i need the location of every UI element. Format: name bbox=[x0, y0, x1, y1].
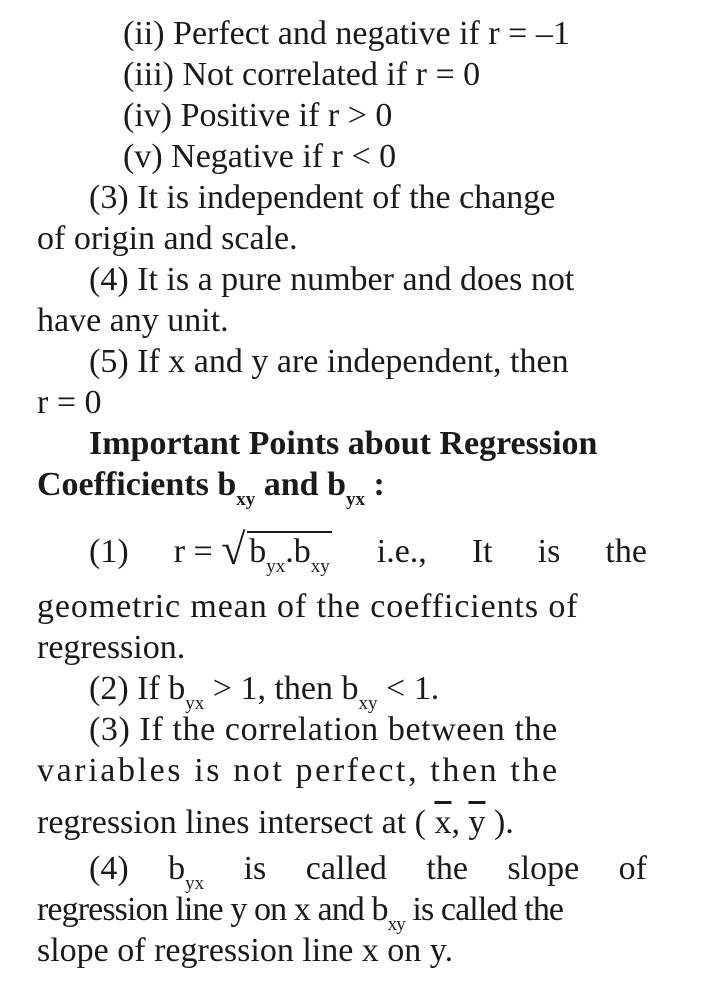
text-line: (4) It is a pure number and does not bbox=[89, 261, 575, 298]
formula bbox=[168, 849, 205, 894]
text: is called the bbox=[404, 891, 564, 928]
radical-icon: √ bbox=[221, 525, 246, 574]
text: ). bbox=[485, 804, 514, 841]
word: It bbox=[471, 533, 493, 570]
text-line: (iv) Positive if r > 0 bbox=[123, 97, 393, 134]
point4-line1 bbox=[89, 849, 647, 894]
formula-dot: . bbox=[285, 533, 294, 570]
text-line: (iii) Not correlated if r = 0 bbox=[123, 56, 481, 93]
point1-line1 bbox=[89, 525, 647, 577]
text: , bbox=[451, 804, 469, 841]
y-bar: $\overline{y}$ bbox=[468, 804, 486, 841]
text: regression line y on x and b bbox=[37, 891, 388, 928]
text-line: (3) If the correlation between the bbox=[89, 711, 558, 748]
word: the bbox=[426, 850, 468, 887]
word: is bbox=[537, 533, 561, 570]
section-heading-line2 bbox=[37, 465, 647, 510]
subscript: xy bbox=[310, 556, 330, 577]
heading-text: Coefficients b bbox=[37, 466, 237, 503]
point3-line3 bbox=[37, 803, 647, 844]
word: i.e., bbox=[376, 533, 427, 570]
formula-lhs: r = bbox=[173, 533, 213, 570]
subscript: xy bbox=[387, 914, 405, 935]
text-line: geometric mean of the coefficients of bbox=[37, 588, 579, 625]
formula-b: b bbox=[168, 850, 186, 887]
word: is bbox=[243, 850, 267, 887]
text-line: variables is not perfect, then the bbox=[37, 752, 560, 789]
text-line: of origin and scale. bbox=[37, 220, 298, 257]
point4-line2 bbox=[37, 890, 647, 935]
formula-b: b bbox=[249, 533, 267, 570]
heading-text: : bbox=[364, 466, 385, 503]
subscript: yx bbox=[266, 556, 286, 577]
point2-line bbox=[89, 669, 647, 714]
formula bbox=[173, 525, 332, 577]
subscript: yx bbox=[345, 489, 365, 510]
text-line: (5) If x and y are independent, then bbox=[89, 343, 569, 380]
text-line: regression. bbox=[37, 629, 186, 666]
word: slope bbox=[507, 850, 580, 887]
subscript: yx bbox=[185, 693, 205, 714]
text-line: (v) Negative if r < 0 bbox=[123, 138, 397, 175]
square-root bbox=[221, 525, 332, 577]
subscript: xy bbox=[358, 693, 378, 714]
subscript: yx bbox=[185, 873, 205, 894]
subscript: xy bbox=[236, 489, 256, 510]
word: of bbox=[618, 850, 647, 887]
formula-b: b bbox=[293, 533, 311, 570]
point-label: (4) bbox=[89, 850, 129, 887]
section-heading: Important Points about Regression bbox=[89, 425, 598, 462]
text: < 1. bbox=[377, 670, 440, 707]
text: regression lines intersect at ( bbox=[37, 804, 435, 841]
point-label: (1) bbox=[89, 533, 129, 570]
text-line: have any unit. bbox=[37, 302, 229, 339]
text-line: r = 0 bbox=[37, 384, 102, 421]
text-line: (ii) Perfect and negative if r = –1 bbox=[123, 15, 570, 52]
x-bar: $\overline{x}$ bbox=[434, 804, 452, 841]
word: the bbox=[605, 533, 647, 570]
text-line: (3) It is independent of the change bbox=[89, 179, 556, 216]
text: (2) If b bbox=[89, 670, 186, 707]
text: > 1, then b bbox=[204, 670, 359, 707]
text-line: slope of regression line x on y. bbox=[37, 932, 454, 969]
word: called bbox=[305, 850, 387, 887]
heading-text: and b bbox=[255, 466, 346, 503]
